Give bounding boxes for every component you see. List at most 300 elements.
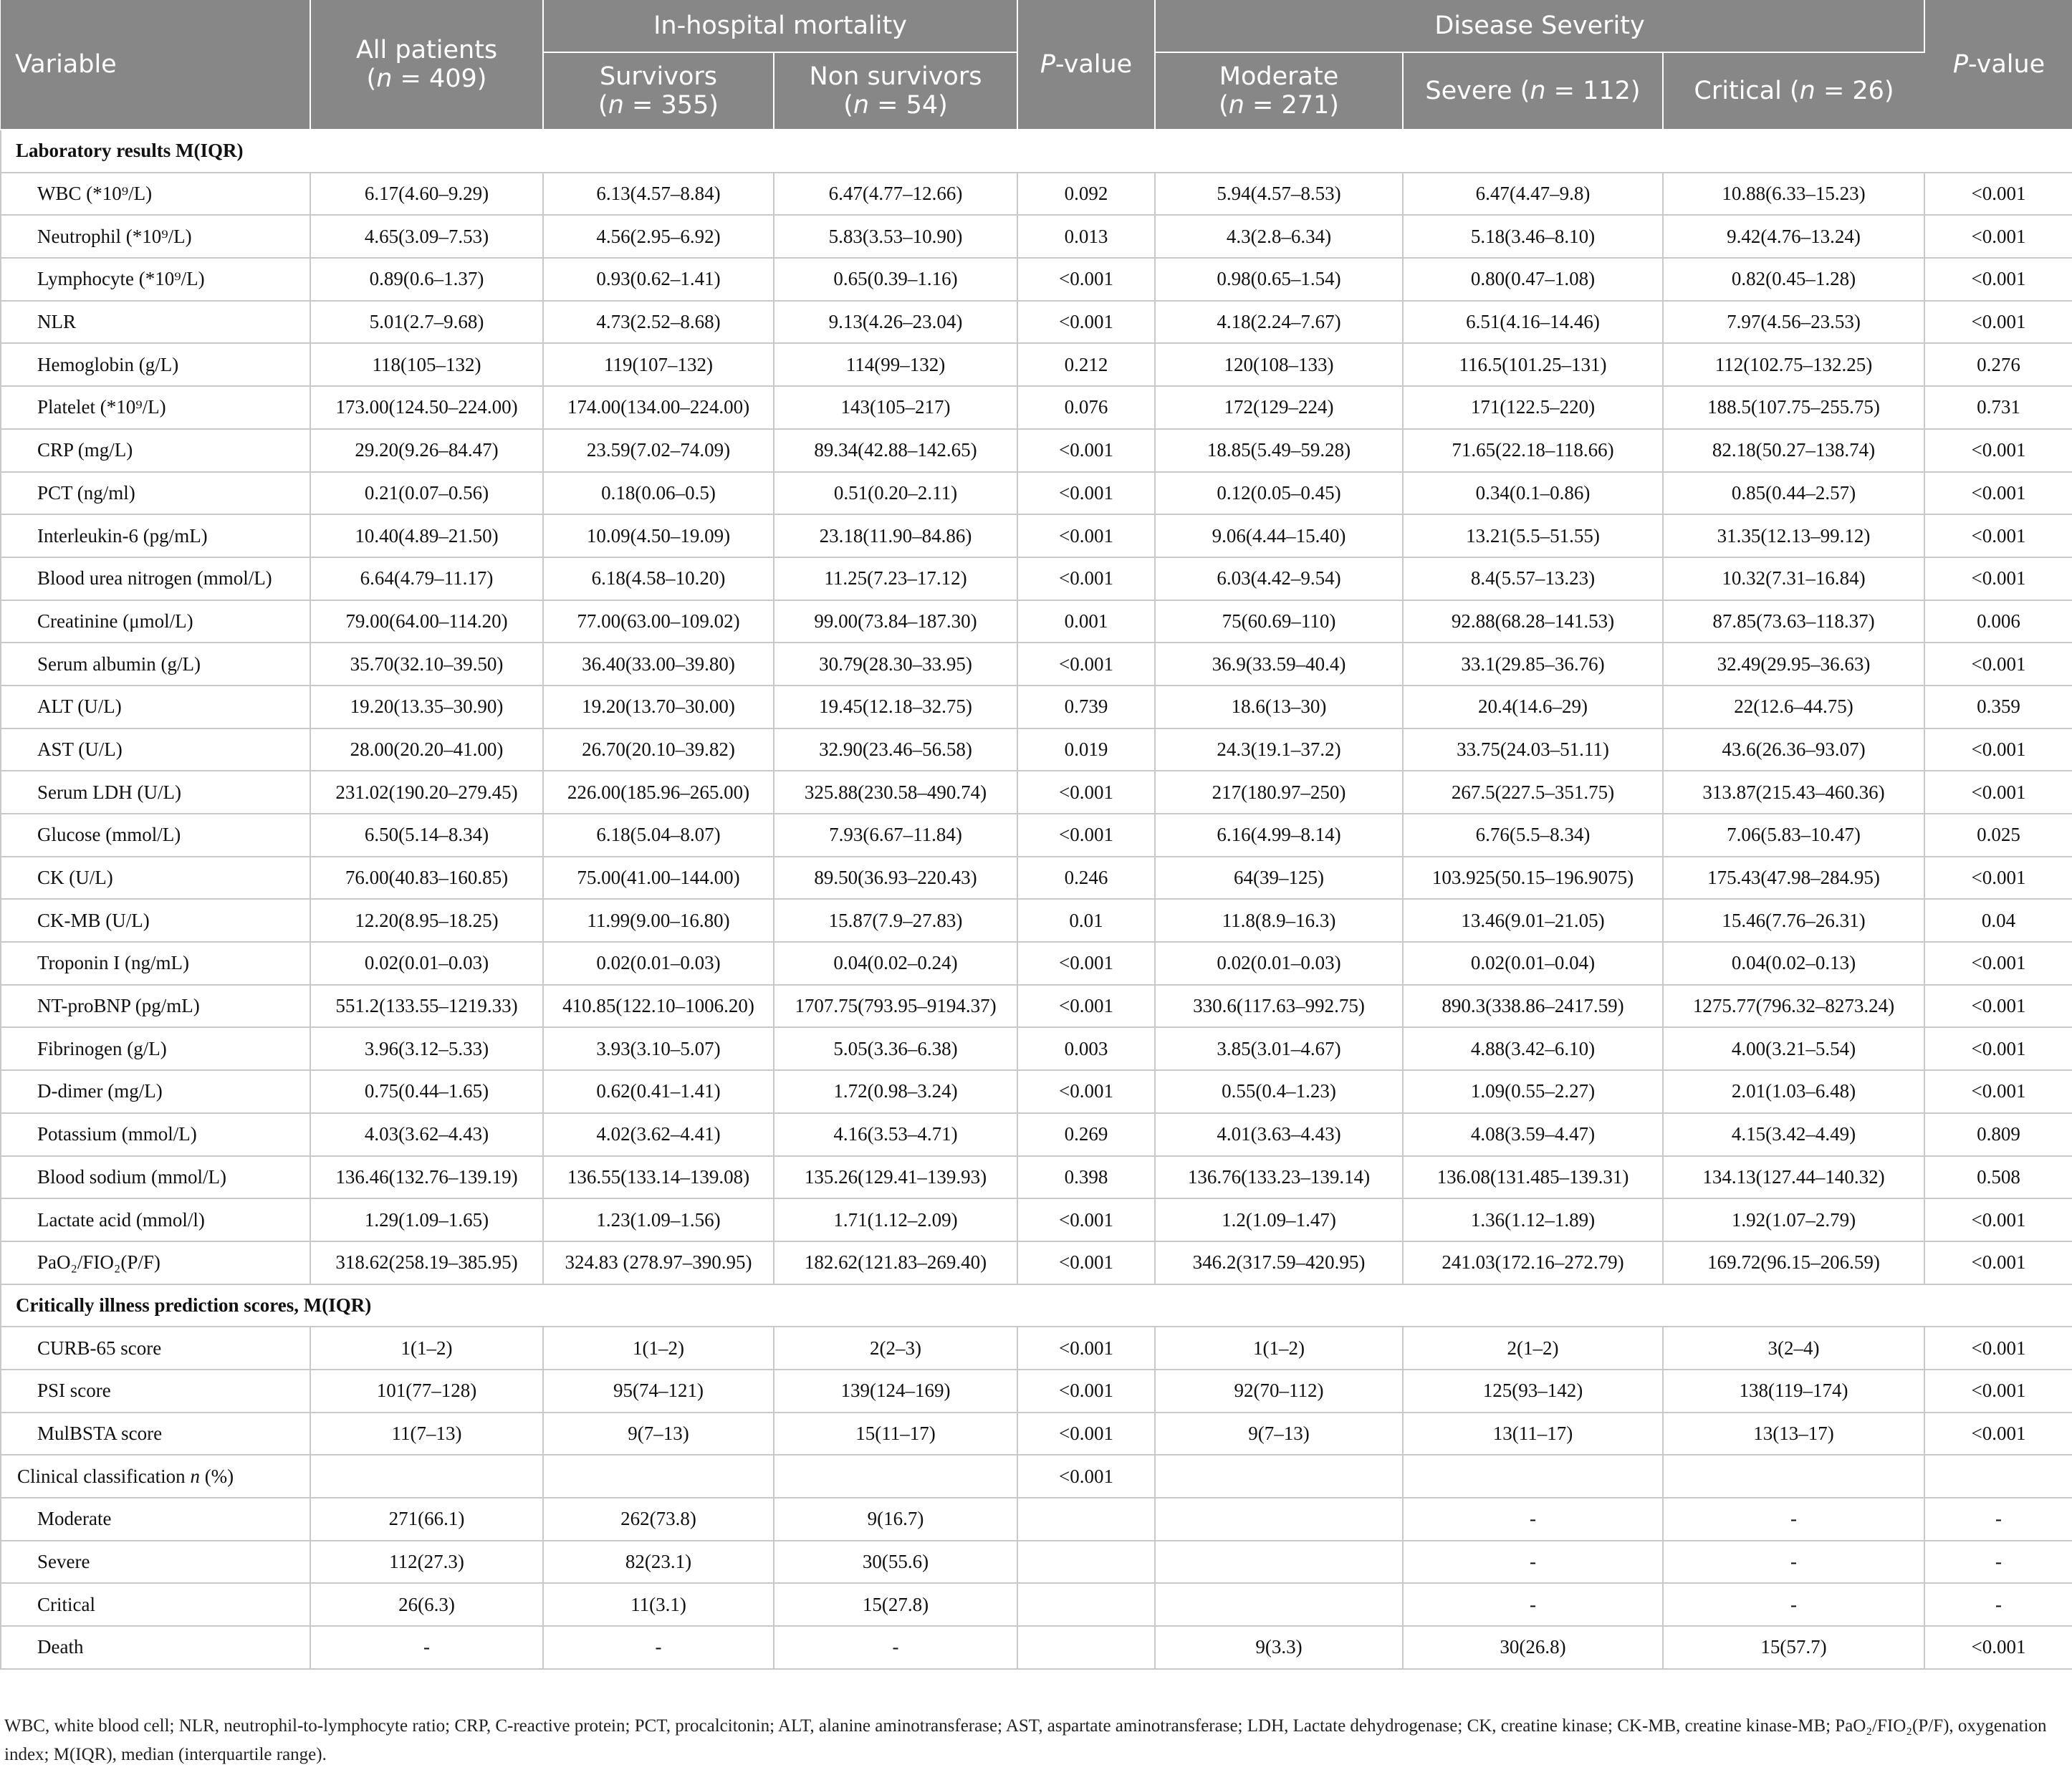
table-cell: - [1663, 1498, 1924, 1541]
table-row [1, 985, 2072, 1028]
table-cell: - [543, 1626, 774, 1669]
table-cell: 28.00(20.20–41.00) [310, 728, 543, 771]
table-row [1, 1498, 2072, 1541]
table-cell: 119(107–132) [543, 343, 774, 386]
table-row [1, 173, 2072, 216]
table-cell: <0.001 [1924, 301, 2072, 344]
table-cell: 13(13–17) [1663, 1413, 1924, 1456]
table-cell: 4.00(3.21–5.54) [1663, 1027, 1924, 1070]
table-row [1, 301, 2072, 344]
table-cell: 13.46(9.01–21.05) [1403, 899, 1663, 942]
table-cell: <0.001 [1017, 1198, 1155, 1241]
table-cell: 33.1(29.85–36.76) [1403, 643, 1663, 685]
table-row [1, 1370, 2072, 1413]
table-cell: 4.73(2.52–8.68) [543, 301, 774, 344]
table-cell: 36.40(33.00–39.80) [543, 643, 774, 685]
table-cell: <0.001 [1017, 1070, 1155, 1113]
row-label: Potassium (mmol/L) [1, 1113, 310, 1156]
header-all-patients-n: (n = 409) [366, 64, 487, 93]
row-label: Troponin I (ng/mL) [1, 942, 310, 985]
table-cell: 5.83(3.53–10.90) [774, 215, 1017, 258]
table-row [1, 771, 2072, 814]
header-moderate-n: (n = 271) [1219, 91, 1339, 120]
table-cell: - [774, 1626, 1017, 1669]
table-cell: 11(7–13) [310, 1413, 543, 1456]
table-row [1, 1113, 2072, 1156]
table-cell: 116.5(101.25–131) [1403, 343, 1663, 386]
table-cell: 19.20(13.70–30.00) [543, 685, 774, 728]
table-cell: 19.20(13.35–30.90) [310, 685, 543, 728]
table-cell: <0.001 [1924, 258, 2072, 301]
table-cell: 0.006 [1924, 600, 2072, 643]
table-cell: 0.02(0.01–0.03) [310, 942, 543, 985]
table-cell: 136.76(133.23–139.14) [1155, 1156, 1403, 1199]
table-cell: 0.739 [1017, 685, 1155, 728]
table-cell: <0.001 [1017, 301, 1155, 344]
table-cell: 112(102.75–132.25) [1663, 343, 1924, 386]
table-cell [1017, 1498, 1155, 1541]
table-cell [1017, 1583, 1155, 1626]
table-cell: 0.85(0.44–2.57) [1663, 472, 1924, 515]
row-label: WBC (*10⁹/L) [1, 173, 310, 216]
table-cell: 0.246 [1017, 857, 1155, 900]
table-cell: 346.2(317.59–420.95) [1155, 1241, 1403, 1284]
table-cell: 0.092 [1017, 173, 1155, 216]
table-cell: 6.47(4.77–12.66) [774, 173, 1017, 216]
table-cell: 0.003 [1017, 1027, 1155, 1070]
table-cell: 551.2(133.55–1219.33) [310, 985, 543, 1028]
table-cell: 120(108–133) [1155, 343, 1403, 386]
table-cell: 0.04 [1924, 899, 2072, 942]
table-row [1, 857, 2072, 900]
table-cell: 1.92(1.07–2.79) [1663, 1198, 1924, 1241]
table-cell: 0.62(0.41–1.41) [543, 1070, 774, 1113]
row-label: Fibrinogen (g/L) [1, 1027, 310, 1070]
table-cell: <0.001 [1017, 514, 1155, 557]
table-cell: 0.02(0.01–0.03) [543, 942, 774, 985]
table-cell: 1.29(1.09–1.65) [310, 1198, 543, 1241]
table-cell: 11.25(7.23–17.12) [774, 557, 1017, 600]
table-cell: - [1403, 1541, 1663, 1584]
table-cell: <0.001 [1924, 1027, 2072, 1070]
table-cell: 136.08(131.485–139.31) [1403, 1156, 1663, 1199]
table-cell: 1(1–2) [1155, 1327, 1403, 1370]
header-p-value: P-value [1017, 0, 1155, 130]
row-label: Interleukin-6 (pg/mL) [1, 514, 310, 557]
table-row [1, 1070, 2072, 1113]
row-label: Lymphocyte (*10⁹/L) [1, 258, 310, 301]
table-cell: 36.9(33.59–40.4) [1155, 643, 1403, 685]
table-cell: 15(27.8) [774, 1583, 1017, 1626]
table-cell: <0.001 [1924, 985, 2072, 1028]
table-cell: 4.3(2.8–6.34) [1155, 215, 1403, 258]
table-cell: 9.13(4.26–23.04) [774, 301, 1017, 344]
table-cell: 112(27.3) [310, 1541, 543, 1584]
table-cell: 7.06(5.83–10.47) [1663, 814, 1924, 857]
table-cell [310, 1455, 543, 1498]
table-cell: 0.21(0.07–0.56) [310, 472, 543, 515]
header-survivors-n: (n = 355) [598, 91, 719, 120]
table-cell: 4.88(3.42–6.10) [1403, 1027, 1663, 1070]
table-cell: 10.88(6.33–15.23) [1663, 173, 1924, 216]
table-cell: 182.62(121.83–269.40) [774, 1241, 1017, 1284]
table-cell: 9(3.3) [1155, 1626, 1403, 1669]
table-cell: 15.87(7.9–27.83) [774, 899, 1017, 942]
row-label: CURB-65 score [1, 1327, 310, 1370]
table-cell: 318.62(258.19–385.95) [310, 1241, 543, 1284]
table-cell: 0.001 [1017, 600, 1155, 643]
row-label: Death [1, 1626, 310, 1669]
table-row [1, 429, 2072, 472]
section-title: Critically illness prediction scores, M(IQR) [1, 1284, 2072, 1327]
table-cell: 217(180.97–250) [1155, 771, 1403, 814]
table-cell: 103.925(50.15–196.9075) [1403, 857, 1663, 900]
table-cell: <0.001 [1924, 472, 2072, 515]
table-cell: <0.001 [1017, 985, 1155, 1028]
header-severe: Severe (n = 112) [1403, 52, 1663, 130]
table-cell: <0.001 [1017, 472, 1155, 515]
row-label: Glucose (mmol/L) [1, 814, 310, 857]
table-cell: 136.55(133.14–139.08) [543, 1156, 774, 1199]
table-cell [1017, 1626, 1155, 1669]
table-cell: 0.18(0.06–0.5) [543, 472, 774, 515]
row-label: PSI score [1, 1370, 310, 1413]
table-cell: 1707.75(793.95–9194.37) [774, 985, 1017, 1028]
table-cell: 267.5(227.5–351.75) [1403, 771, 1663, 814]
table-cell: <0.001 [1017, 1413, 1155, 1456]
table-cell: <0.001 [1924, 1413, 2072, 1456]
table-cell: 0.65(0.39–1.16) [774, 258, 1017, 301]
table-row [1, 942, 2072, 985]
table-row [1, 386, 2072, 429]
header-survivors-label: Survivors [600, 62, 717, 91]
table-cell: 30(26.8) [1403, 1626, 1663, 1669]
table-cell: 32.49(29.95–36.63) [1663, 643, 1924, 685]
table-cell: 410.85(122.10–1006.20) [543, 985, 774, 1028]
header-all-patients [310, 0, 543, 130]
table-header [1, 0, 2072, 130]
table-row [1, 814, 2072, 857]
table-cell: <0.001 [1924, 857, 2072, 900]
row-label: Creatinine (μmol/L) [1, 600, 310, 643]
table-cell: 169.72(96.15–206.59) [1663, 1241, 1924, 1284]
row-label: PaO₂/FIO₂(P/F) [1, 1241, 310, 1284]
table-row [1, 1327, 2072, 1370]
table-cell: 7.97(4.56–23.53) [1663, 301, 1924, 344]
table-cell [774, 1455, 1017, 1498]
table-cell: 95(74–121) [543, 1370, 774, 1413]
table-row [1, 643, 2072, 685]
row-label: Critical [1, 1583, 310, 1626]
table-cell: 134.13(127.44–140.32) [1663, 1156, 1924, 1199]
table-row [1, 728, 2072, 771]
row-label: AST (U/L) [1, 728, 310, 771]
table-cell: <0.001 [1924, 1198, 2072, 1241]
table-cell [543, 1455, 774, 1498]
table-cell: <0.001 [1924, 557, 2072, 600]
table-row [1, 1156, 2072, 1199]
table-row [1, 343, 2072, 386]
row-label: ALT (U/L) [1, 685, 310, 728]
table-cell: 0.269 [1017, 1113, 1155, 1156]
table-cell: 0.34(0.1–0.86) [1403, 472, 1663, 515]
table-cell: 0.98(0.65–1.54) [1155, 258, 1403, 301]
section-header-row [1, 130, 2072, 173]
table-cell: 9(7–13) [1155, 1413, 1403, 1456]
table-cell [1155, 1583, 1403, 1626]
table-cell: <0.001 [1017, 771, 1155, 814]
table-cell: 0.51(0.20–2.11) [774, 472, 1017, 515]
table-row [1, 600, 2072, 643]
table-cell: 7.93(6.67–11.84) [774, 814, 1017, 857]
header-moderate-label: Moderate [1219, 62, 1339, 91]
table-cell: 0.731 [1924, 386, 2072, 429]
table-cell [1155, 1455, 1403, 1498]
table-cell: 101(77–128) [310, 1370, 543, 1413]
table-cell: 26(6.3) [310, 1583, 543, 1626]
table-cell: <0.001 [1924, 1370, 2072, 1413]
table-cell: 330.6(117.63–992.75) [1155, 985, 1403, 1028]
row-label: MulBSTA score [1, 1413, 310, 1456]
table-cell: 4.16(3.53–4.71) [774, 1113, 1017, 1156]
row-label: CRP (mg/L) [1, 429, 310, 472]
table-cell: 4.15(3.42–4.49) [1663, 1113, 1924, 1156]
table-cell: 15(57.7) [1663, 1626, 1924, 1669]
table-cell: <0.001 [1017, 1455, 1155, 1498]
table-cell: 5.05(3.36–6.38) [774, 1027, 1017, 1070]
table-cell: 0.02(0.01–0.03) [1155, 942, 1403, 985]
table-cell: 0.212 [1017, 343, 1155, 386]
table-cell: 175.43(47.98–284.95) [1663, 857, 1924, 900]
table-cell: 3(2–4) [1663, 1327, 1924, 1370]
table-cell: <0.001 [1924, 1626, 2072, 1669]
table-cell: 324.83 (278.97–390.95) [543, 1241, 774, 1284]
table-cell: - [1663, 1583, 1924, 1626]
table-cell: 0.89(0.6–1.37) [310, 258, 543, 301]
table-cell: 118(105–132) [310, 343, 543, 386]
row-label: NLR [1, 301, 310, 344]
table-cell: 3.96(3.12–5.33) [310, 1027, 543, 1070]
table-cell: 2.01(1.03–6.48) [1663, 1070, 1924, 1113]
table-cell: 114(99–132) [774, 343, 1017, 386]
table-cell: 0.398 [1017, 1156, 1155, 1199]
table-cell: 77.00(63.00–109.02) [543, 600, 774, 643]
table-cell [1403, 1455, 1663, 1498]
table-cell: 0.01 [1017, 899, 1155, 942]
table-cell: <0.001 [1017, 429, 1155, 472]
table-cell: 20.4(14.6–29) [1403, 685, 1663, 728]
table-cell: 8.4(5.57–13.23) [1403, 557, 1663, 600]
row-label: Blood sodium (mmol/L) [1, 1156, 310, 1199]
table-cell [1155, 1498, 1403, 1541]
table-row [1, 1241, 2072, 1284]
table-cell: 92(70–112) [1155, 1370, 1403, 1413]
table-cell: 79.00(64.00–114.20) [310, 600, 543, 643]
table-cell: 5.94(4.57–8.53) [1155, 173, 1403, 216]
table-cell: 0.076 [1017, 386, 1155, 429]
table-cell: 6.13(4.57–8.84) [543, 173, 774, 216]
table-cell: - [1663, 1541, 1924, 1584]
table-cell: 13(11–17) [1403, 1413, 1663, 1456]
table-row [1, 1583, 2072, 1626]
table-row [1, 258, 2072, 301]
table-cell: <0.001 [1924, 942, 2072, 985]
table-cell: 6.18(4.58–10.20) [543, 557, 774, 600]
table-cell: 135.26(129.41–139.93) [774, 1156, 1017, 1199]
table-cell [1017, 1541, 1155, 1584]
table-cell: 226.00(185.96–265.00) [543, 771, 774, 814]
table-cell: 10.40(4.89–21.50) [310, 514, 543, 557]
table-cell: 890.3(338.86–2417.59) [1403, 985, 1663, 1028]
table-cell: 26.70(20.10–39.82) [543, 728, 774, 771]
table-body [1, 130, 2072, 1669]
table-cell: 0.80(0.47–1.08) [1403, 258, 1663, 301]
table-cell: <0.001 [1924, 215, 2072, 258]
header-survivors [543, 52, 774, 130]
table-cell: 23.59(7.02–74.09) [543, 429, 774, 472]
table-cell: 2(2–3) [774, 1327, 1017, 1370]
header-moderate [1155, 52, 1403, 130]
table-cell: <0.001 [1924, 1241, 2072, 1284]
table-cell: 2(1–2) [1403, 1327, 1663, 1370]
table-cell: 1(1–2) [543, 1327, 774, 1370]
table-cell: 0.55(0.4–1.23) [1155, 1070, 1403, 1113]
table-cell: 0.93(0.62–1.41) [543, 258, 774, 301]
table-cell: 3.85(3.01–4.67) [1155, 1027, 1403, 1070]
table-cell: 30.79(28.30–33.95) [774, 643, 1017, 685]
table-cell: 174.00(134.00–224.00) [543, 386, 774, 429]
table-cell: <0.001 [1924, 514, 2072, 557]
table-cell: 0.359 [1924, 685, 2072, 728]
table-cell: 10.09(4.50–19.09) [543, 514, 774, 557]
table-cell: 0.75(0.44–1.65) [310, 1070, 543, 1113]
table-cell: 5.01(2.7–9.68) [310, 301, 543, 344]
header-mortality-group: In-hospital mortality [543, 0, 1017, 52]
row-label: Severe [1, 1541, 310, 1584]
table-cell: 6.03(4.42–9.54) [1155, 557, 1403, 600]
table-cell: 6.17(4.60–9.29) [310, 173, 543, 216]
table-cell: 1.71(1.12–2.09) [774, 1198, 1017, 1241]
table-cell: 82(23.1) [543, 1541, 774, 1584]
table-cell [1155, 1541, 1403, 1584]
table-row [1, 557, 2072, 600]
table-cell: 6.76(5.5–8.34) [1403, 814, 1663, 857]
table-row [1, 472, 2072, 515]
table-cell: 172(129–224) [1155, 386, 1403, 429]
section-header-row [1, 1284, 2072, 1327]
table-cell: 0.02(0.01–0.04) [1403, 942, 1663, 985]
table-cell: <0.001 [1924, 643, 2072, 685]
row-label: CK-MB (U/L) [1, 899, 310, 942]
header-critical: Critical (n = 26) [1663, 52, 1924, 130]
table-row [1, 685, 2072, 728]
table-cell: 6.47(4.47–9.8) [1403, 173, 1663, 216]
table-cell: 0.508 [1924, 1156, 2072, 1199]
table-cell: <0.001 [1017, 1241, 1155, 1284]
table-cell: 75(60.69–110) [1155, 600, 1403, 643]
header-non-survivors-n: (n = 54) [843, 91, 948, 120]
table-cell: 15(11–17) [774, 1413, 1017, 1456]
row-label: PCT (ng/ml) [1, 472, 310, 515]
table-cell: 89.34(42.88–142.65) [774, 429, 1017, 472]
table-cell: 231.02(190.20–279.45) [310, 771, 543, 814]
table-cell: 143(105–217) [774, 386, 1017, 429]
table-footnote: WBC, white blood cell; NLR, neutrophil-to-lymphocyte ratio; CRP, C-reactive protein; PCT, procalcitonin; ALT, alanine aminotransferase; AST, aspartate aminotransferase; LDH, Lactate dehydrogenase; CK, creatine kinase; CK-MB, creatine kinase-MB; PaO₂/FIO₂(P/F), oxygenation index; M(IQR), median (interquartile range). [4, 1716, 2047, 1764]
table-cell: 4.18(2.24–7.67) [1155, 301, 1403, 344]
table-cell: 9.42(4.76–13.24) [1663, 215, 1924, 258]
table-cell: <0.001 [1924, 429, 2072, 472]
header-non-survivors [774, 52, 1017, 130]
table-cell: 125(93–142) [1403, 1370, 1663, 1413]
table-cell: 313.87(215.43–460.36) [1663, 771, 1924, 814]
table-row [1, 899, 2072, 942]
table-cell: <0.001 [1017, 942, 1155, 985]
table-cell: 4.03(3.62–4.43) [310, 1113, 543, 1156]
header-p-value-2: P-value [1924, 0, 2072, 130]
table-cell: 22(12.6–44.75) [1663, 685, 1924, 728]
table-cell: 173.00(124.50–224.00) [310, 386, 543, 429]
table-cell: 0.809 [1924, 1113, 2072, 1156]
section-title: Laboratory results M(IQR) [1, 130, 2072, 173]
table-row [1, 514, 2072, 557]
table-row [1, 215, 2072, 258]
table-cell: 18.6(13–30) [1155, 685, 1403, 728]
table-cell: - [1924, 1583, 2072, 1626]
header-non-survivors-label: Non survivors [809, 62, 982, 91]
table-cell: <0.001 [1924, 1070, 2072, 1113]
table-cell: 136.46(132.76–139.19) [310, 1156, 543, 1199]
table-cell [1663, 1455, 1924, 1498]
table-cell: 23.18(11.90–84.86) [774, 514, 1017, 557]
row-label: Lactate acid (mmol/l) [1, 1198, 310, 1241]
table-cell: 1.09(0.55–2.27) [1403, 1070, 1663, 1113]
table-cell: 19.45(12.18–32.75) [774, 685, 1017, 728]
table-cell: 4.56(2.95–6.92) [543, 215, 774, 258]
table-cell: 9.06(4.44–15.40) [1155, 514, 1403, 557]
table-cell: 6.50(5.14–8.34) [310, 814, 543, 857]
table-cell: 6.16(4.99–8.14) [1155, 814, 1403, 857]
table-cell: 29.20(9.26–84.47) [310, 429, 543, 472]
table-cell: 5.18(3.46–8.10) [1403, 215, 1663, 258]
row-label: CK (U/L) [1, 857, 310, 900]
table-cell: 9(7–13) [543, 1413, 774, 1456]
table-row [1, 1413, 2072, 1456]
table-cell: 10.32(7.31–16.84) [1663, 557, 1924, 600]
row-label: Blood urea nitrogen (mmol/L) [1, 557, 310, 600]
table-cell: 99.00(73.84–187.30) [774, 600, 1017, 643]
table-cell: <0.001 [1017, 557, 1155, 600]
table-cell: - [1403, 1583, 1663, 1626]
table-cell: <0.001 [1924, 1327, 2072, 1370]
table-cell: 71.65(22.18–118.66) [1403, 429, 1663, 472]
table-cell: 31.35(12.13–99.12) [1663, 514, 1924, 557]
table-cell: - [1924, 1541, 2072, 1584]
table-cell: <0.001 [1017, 258, 1155, 301]
table-cell: 82.18(50.27–138.74) [1663, 429, 1924, 472]
table-cell: 271(66.1) [310, 1498, 543, 1541]
table-cell: <0.001 [1924, 173, 2072, 216]
row-label: Clinical classification n (%) [1, 1455, 310, 1498]
table-row [1, 1541, 2072, 1584]
table-cell: 11.8(8.9–16.3) [1155, 899, 1403, 942]
table-cell: 171(122.5–220) [1403, 386, 1663, 429]
row-label: Neutrophil (*10⁹/L) [1, 215, 310, 258]
row-label: Platelet (*10⁹/L) [1, 386, 310, 429]
row-label: D-dimer (mg/L) [1, 1070, 310, 1113]
table-cell: <0.001 [1924, 728, 2072, 771]
table-cell: 0.82(0.45–1.28) [1663, 258, 1924, 301]
table-cell: 11(3.1) [543, 1583, 774, 1626]
